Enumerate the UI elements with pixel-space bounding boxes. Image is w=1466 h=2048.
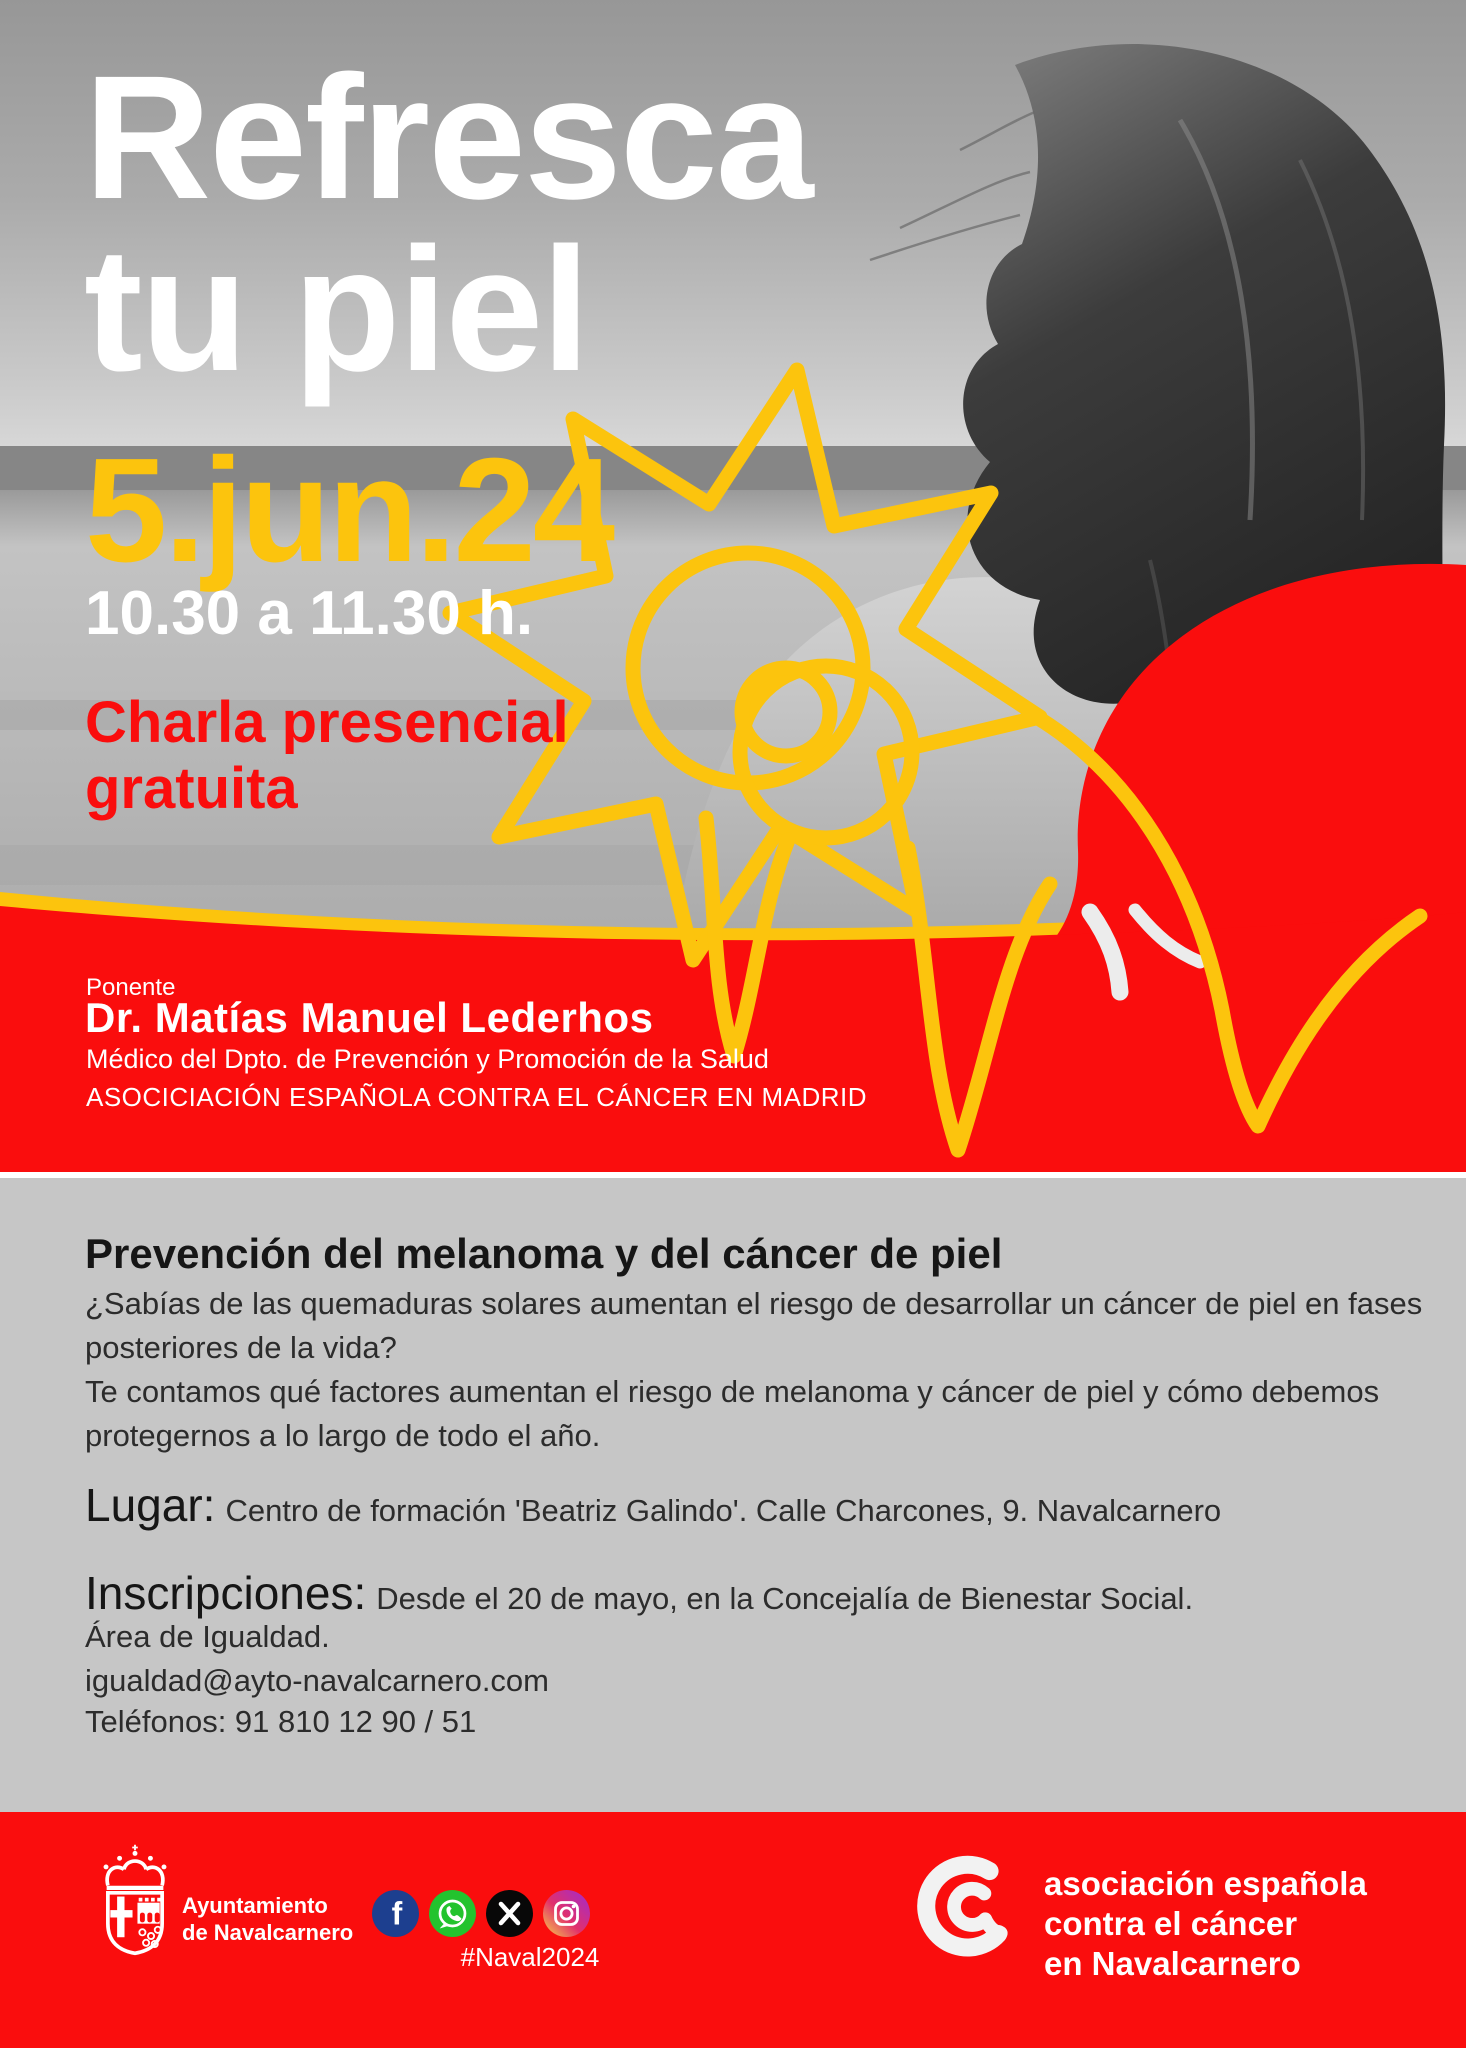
info-section bbox=[0, 1178, 1466, 1812]
whatsapp-icon bbox=[429, 1890, 476, 1937]
event-time: 10.30 a 11.30 h. bbox=[85, 579, 534, 648]
title-line-2: tu piel bbox=[84, 212, 589, 408]
registration-area: Área de Igualdad. bbox=[85, 1619, 330, 1654]
section-heading: Prevención del melanoma y del cáncer de piel bbox=[85, 1230, 1003, 1277]
crown-icon bbox=[104, 1845, 167, 1888]
speaker-label: Ponente bbox=[86, 974, 176, 1001]
svg-text:f: f bbox=[391, 1895, 403, 1932]
shield-icon bbox=[108, 1893, 162, 1953]
event-date: 5.jun.24 bbox=[85, 428, 613, 593]
speaker-role: Médico del Dpto. de Prevención y Promoción de la Salud bbox=[86, 1044, 769, 1074]
townhall-crest-icon bbox=[98, 1836, 172, 1962]
registration-text: Desde el 20 de mayo, en la Concejalía de Bienestar Social. bbox=[376, 1581, 1194, 1616]
instagram-icon bbox=[543, 1890, 590, 1937]
contact-phones: Teléfonos: 91 810 12 90 / 51 bbox=[85, 1704, 477, 1739]
aecc-logo-icon bbox=[912, 1836, 1024, 1982]
footer bbox=[0, 1812, 1466, 2048]
speaker-name: Dr. Matías Manuel Lederhos bbox=[85, 994, 654, 1041]
x-twitter-icon bbox=[486, 1890, 533, 1937]
facebook-icon bbox=[372, 1890, 419, 1937]
aecc-name: asociación española contra el cáncer en Navalcarnero bbox=[1044, 1865, 1367, 1982]
title-line-1: Refresca bbox=[84, 40, 812, 236]
place-text: Centro de formación 'Beatriz Galindo'. Calle Charcones, 9. Navalcarnero bbox=[225, 1493, 1222, 1528]
section-body: ¿Sabías de las quemaduras solares aumentan el riesgo de desarrollar un cáncer de piel en fases posteriores de la vida? Te contamos qué factores aumentan el riesgo de melanoma y cáncer de piel y cómo debemos protegernos a lo largo de todo el año. bbox=[85, 1286, 1423, 1453]
place-line bbox=[85, 1478, 1221, 1532]
place-label: Lugar: bbox=[85, 1479, 216, 1531]
event-type: Charla presencial gratuita bbox=[85, 690, 569, 821]
townhall-name: Ayuntamiento de Navalcarnero bbox=[182, 1893, 354, 1945]
speaker-organization: ASOCICIACIÓN ESPAÑOLA CONTRA EL CÁNCER EN MADRID bbox=[86, 1082, 868, 1112]
contact-email: igualdad@ayto-navalcarnero.com bbox=[85, 1663, 550, 1698]
page-title bbox=[84, 40, 812, 408]
hashtag: #Naval2024 bbox=[460, 1942, 600, 1972]
registration-line bbox=[85, 1566, 1193, 1620]
registration-label: Inscripciones: bbox=[85, 1567, 367, 1619]
social-icons bbox=[372, 1890, 590, 1937]
